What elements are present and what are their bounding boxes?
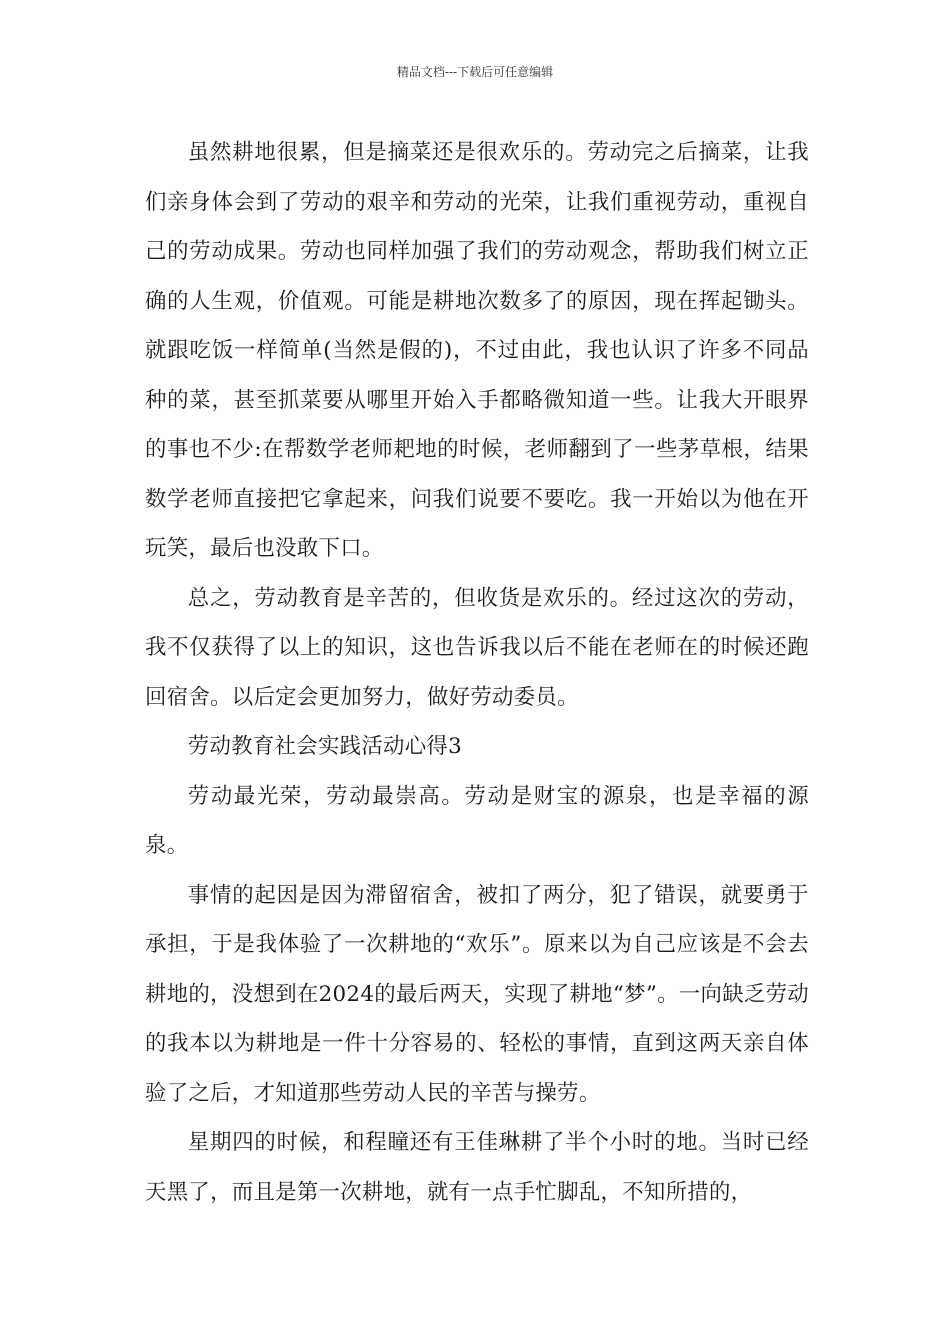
paragraph-labor-harvest: 虽然耕地很累，但是摘菜还是很欢乐的。劳动完之后摘菜，让我们亲身体会到了劳动的艰辛和劳动的光荣，让我们重视劳动，重视自己的劳动成果。劳动也同样加强了我们的劳动观念，帮助我们树立正确的人生观，价值观。可能是耕地次数多了的原因，现在挥起锄头。就跟吃饭一样简单(当然是假的)，不过由此，我也认识了许多不同品种的菜，甚至抓菜要从哪里开始入手都略微知道一些。让我大开眼界的事也不少:在帮数学老师耙地的时候，老师翻到了一些茅草根，结果数学老师直接把它拿起来，问我们说要不要吃。我一开始以为他在开玩笑，最后也没敢下口。 xyxy=(145,140,809,561)
paragraph-cause: 事情的起因是因为滞留宿舍，被扣了两分，犯了错误，就要勇于承担，于是我体验了一次耕地的“欢乐”。原来以为自己应该是不会去耕地的，没想到在2024的最后两天，实现了耕地“梦”。一向缺乏劳动的我本以为耕地是一件十分容易的、轻松的事情，直到这两天亲自体验了之后，才知道那些劳动人民的辛苦与操劳。 xyxy=(145,882,809,1106)
document-body xyxy=(145,128,809,1217)
paragraph-thursday: 星期四的时候，和程瞳还有王佳琳耕了半个小时的地。当时已经天黑了，而且是第一次耕地，就有一点手忙脚乱，不知所措的， xyxy=(145,1130,809,1205)
page-header: 精品文档---下载后可任意编辑 xyxy=(396,65,554,79)
paragraph-summary: 总之，劳动教育是辛苦的，但收货是欢乐的。经过这次的劳动，我不仅获得了以上的知识，这也告诉我以后不能在老师在的时候还跑回宿舍。以后定会更加努力，做好劳动委员。 xyxy=(145,585,809,710)
section-heading: 劳动教育社会实践活动心得3 xyxy=(187,734,462,759)
paragraph-labor-glory: 劳动最光荣，劳动最崇高。劳动是财宝的源泉，也是幸福的源泉。 xyxy=(145,783,809,858)
